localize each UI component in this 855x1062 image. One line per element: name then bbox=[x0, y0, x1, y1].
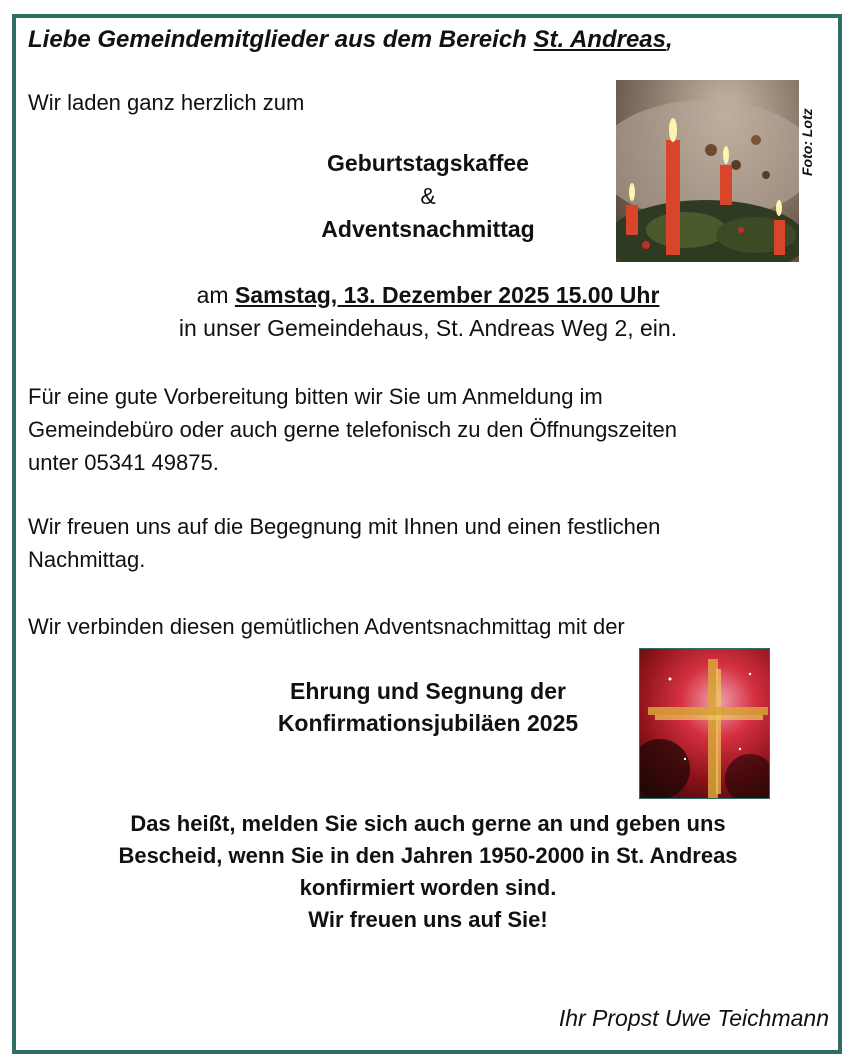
event-location-line: in unser Gemeindehaus, St. Andreas Weg 2, ein. bbox=[178, 315, 678, 341]
intro-text: Wir laden ganz herzlich zum bbox=[28, 90, 305, 115]
registration-line: Für eine gute Vorbereitung bitten wir Sie um Anmeldung im bbox=[28, 384, 603, 409]
closing-line: Das heißt, melden Sie sich auch gerne an und geben uns bbox=[130, 811, 726, 836]
advent-candles-illustration bbox=[616, 80, 799, 262]
honor-line: Konfirmationsjubiläen 2025 bbox=[277, 710, 579, 736]
registration-line: unter 05341 49875. bbox=[28, 450, 219, 475]
welcome-paragraph bbox=[28, 510, 818, 576]
signature: Ihr Propst Uwe Teichmann bbox=[558, 1005, 829, 1031]
date-prefix: am bbox=[196, 282, 235, 308]
event-title-1: Geburtstagskaffee bbox=[327, 150, 529, 176]
welcome-line: Wir freuen uns auf die Begegnung mit Ihnen und einen festlichen bbox=[28, 514, 661, 539]
event-date-highlight: Samstag, 13. Dezember 2025 15.00 Uhr bbox=[234, 282, 660, 308]
greeting-heading bbox=[28, 26, 673, 54]
event-ampersand: & bbox=[420, 183, 436, 209]
closing-line: Bescheid, wenn Sie in den Jahren 1950-2000 in St. Andreas bbox=[118, 843, 738, 868]
registration-paragraph bbox=[28, 380, 818, 479]
closing-line: Wir freuen uns auf Sie! bbox=[308, 907, 548, 932]
event-title-2: Adventsnachmittag bbox=[321, 216, 535, 242]
cross-artwork bbox=[639, 648, 770, 799]
event-date-line bbox=[28, 282, 828, 309]
greeting-suffix: , bbox=[665, 26, 673, 53]
advent-candles-photo bbox=[616, 80, 799, 262]
honor-title bbox=[220, 675, 636, 739]
closing-message bbox=[40, 808, 816, 936]
cross-illustration bbox=[640, 649, 769, 798]
closing-line: konfirmiert worden sind. bbox=[299, 875, 557, 900]
welcome-line: Nachmittag. bbox=[28, 547, 146, 572]
greeting-place: St. Andreas bbox=[533, 26, 666, 53]
greeting-prefix: Liebe Gemeindemitglieder aus dem Bereich bbox=[28, 26, 534, 53]
registration-line: Gemeindebüro oder auch gerne telefonisch zu den Öffnungszeiten bbox=[28, 417, 678, 442]
connect-paragraph: Wir verbinden diesen gemütlichen Adventsnachmittag mit der bbox=[28, 614, 625, 639]
photo-credit: Foto: Lotz bbox=[799, 108, 815, 176]
honor-line: Ehrung und Segnung der bbox=[290, 678, 566, 704]
